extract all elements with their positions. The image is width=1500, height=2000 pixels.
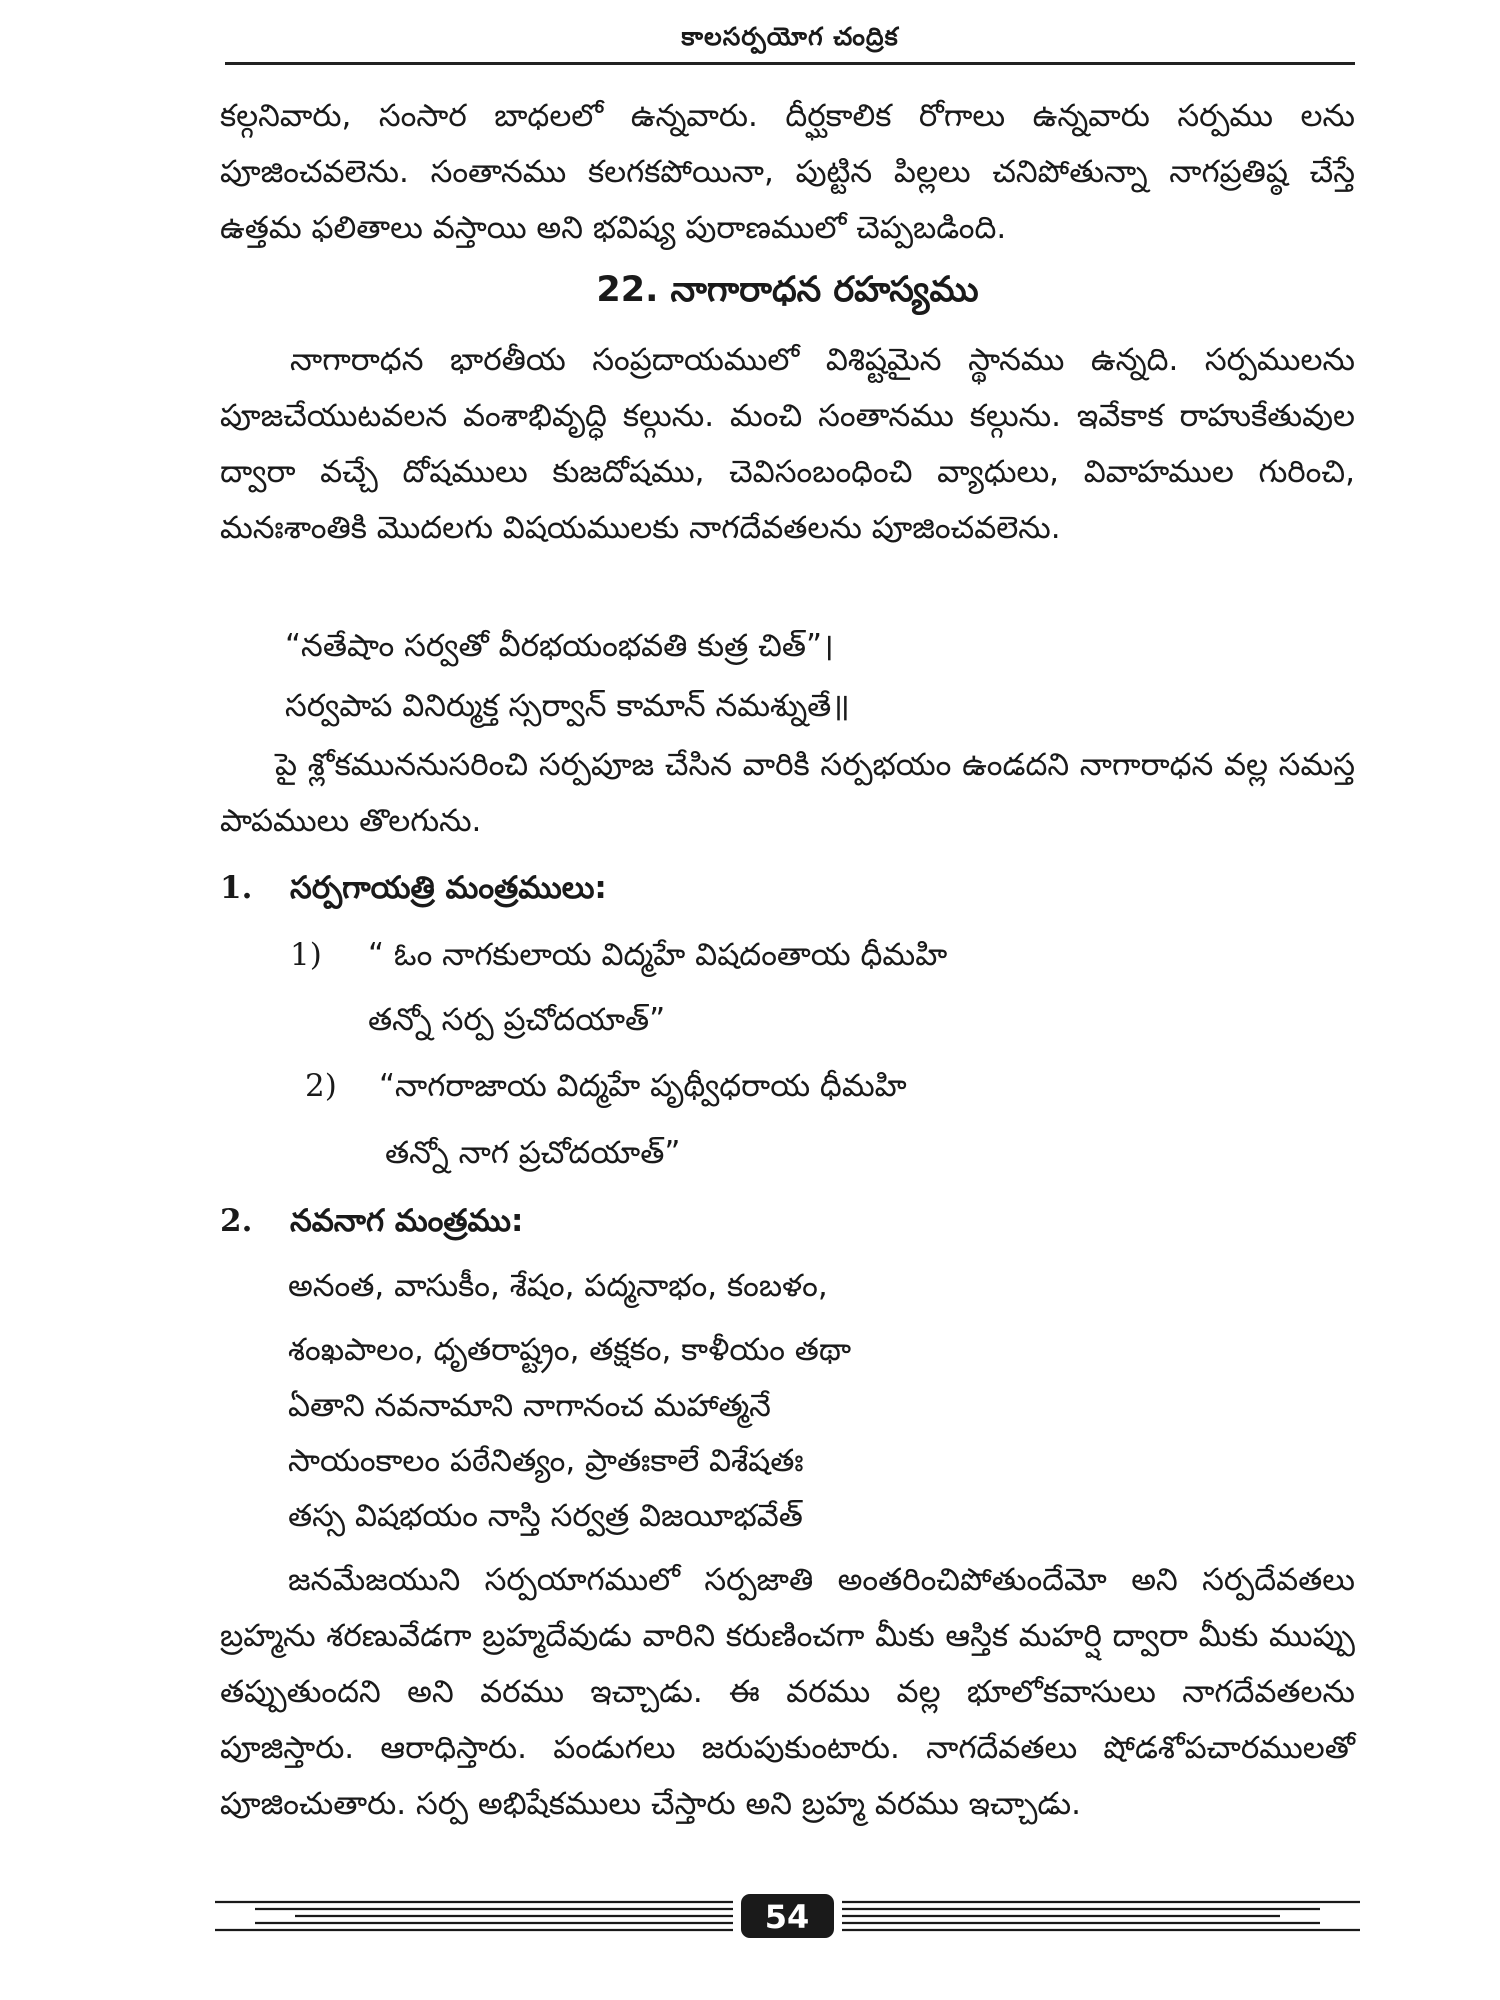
mantra-2-text: “నాగరాజాయ విద్మహే పృథ్వీధరాయ ధీమహి: [379, 1068, 907, 1104]
mantra-1-line-2: తన్నో సర్ప ప్రచోదయాత్”: [368, 1002, 666, 1038]
running-header-title: కాలసర్పయోగ చంద్రిక: [681, 22, 899, 51]
navanaga-line-1: అనంత, వాసుకీం, శేషం, పద్మనాభం, కంబళం,: [288, 1268, 828, 1304]
sloka-line-1: “నతేషాం సర్వతో వీరభయంభవతి కుత్ర చిత్”।: [285, 628, 834, 664]
navanaga-heading: [220, 1193, 523, 1249]
mantra-2-number: 2): [305, 1068, 337, 1104]
navanaga-number: 2.: [220, 1203, 253, 1239]
closing-paragraph: జనమేజయుని సర్పయాగములో సర్పజాతి అంతరించిపోతుందేమో అని సర్పదేవతలు బ్రహ్మను శరణువేడగా బ్రహ్మదేవుడు వారిని కరుణించగా మీకు ఆస్తిక మహర్షి ద్వారా మీకు ముప్పు తప్పుతుందని అని వరము ఇచ్చాడు. ఈ వరము వల్ల భూలోకవాసులు నాగదేవతలను పూజిస్తారు. ఆరాధిస్తారు. పండుగలు జరుపుకుంటారు. నాగదేవతలు షోడశోపచారములతో పూజించుతారు. సర్ప అభిషేకములు చేస్తారు అని బ్రహ్మ వరము ఇచ్చాడు.: [220, 1562, 1355, 1822]
mantra-1-line-1: [290, 927, 947, 983]
section-paragraph-1: నాగారాధన భారతీయ సంప్రదాయములో విశిష్టమైన స్థానము ఉన్నది. సర్పములను పూజచేయుటవలన వంశాభివృద్ధి కల్గును. మంచి సంతానము కల్గును. ఇవేకాక రాహుకేతువుల ద్వారా వచ్చే దోషములు కుజదోషము, చెవిసంబంధించి వ్యాధులు, వివాహముల గురించి, మనఃశాంతికి మొదలగు విషయములకు నాగదేవతలను పూజించవలెను.: [220, 342, 1355, 546]
navanaga-line-5: తస్స విషభయం నాస్తి సర్వత్ర విజయీభవేత్: [288, 1498, 803, 1534]
page-footer: [215, 1888, 1360, 1948]
gayatri-heading: [220, 860, 607, 916]
navanaga-title: నవనాగ మంత్రము:: [290, 1203, 524, 1239]
mantra-1-number: 1): [290, 937, 322, 973]
section-paragraph-2: పై శ్లోకముననుసరించి సర్పపూజ చేసిన వారికి సర్పభయం ఉండదని నాగారాధన వల్ల సమస్త పాపములు తొలగును.: [220, 747, 1355, 839]
header-rule: [225, 62, 1355, 65]
sloka-line-2: సర్వపాప వినిర్ముక్త స్సర్వాన్ కామాన్ నమశ్నుతే॥: [285, 688, 850, 724]
mantra-2-line-2: తన్నో నాగ ప్రచోదయాత్”: [385, 1135, 681, 1171]
navanaga-line-4: సాయంకాలం పఠేనిత్యం, ప్రాతఃకాలే విశేషతః: [288, 1443, 804, 1479]
navanaga-line-3: ఏతాని నవనామాని నాగానంచ మహాత్మనే: [288, 1388, 771, 1424]
page-number: 54: [764, 1898, 810, 1936]
navanaga-line-2: శంఖపాలం, ధృతరాష్ట్రం, తక్షకం, కాళీయం తథా: [288, 1332, 852, 1368]
section-heading: 22. నాగారాధన రహస్యము: [596, 270, 979, 310]
mantra-1-text: “ ఓం నాగకులాయ విద్మహే విషదంతాయ ధీమహి: [368, 937, 948, 973]
mantra-2-line-1: [305, 1058, 907, 1114]
gayatri-title: సర్పగాయత్రి మంత్రములు:: [290, 870, 607, 906]
intro-paragraph: కల్గనివారు, సంసార బాధలలో ఉన్నవారు. దీర్ఘకాలిక రోగాలు ఉన్నవారు సర్పము లను పూజించవలెను. సంతానము కలగకపోయినా, పుట్టిన పిల్లలు చనిపోతున్నా నాగప్రతిష్ఠ చేస్తే ఉత్తమ ఫలితాలు వస్తాయి అని భవిష్య పురాణములో చెప్పబడింది.: [220, 98, 1355, 246]
gayatri-number: 1.: [220, 870, 253, 906]
footer-ornament: [215, 1888, 1360, 1948]
